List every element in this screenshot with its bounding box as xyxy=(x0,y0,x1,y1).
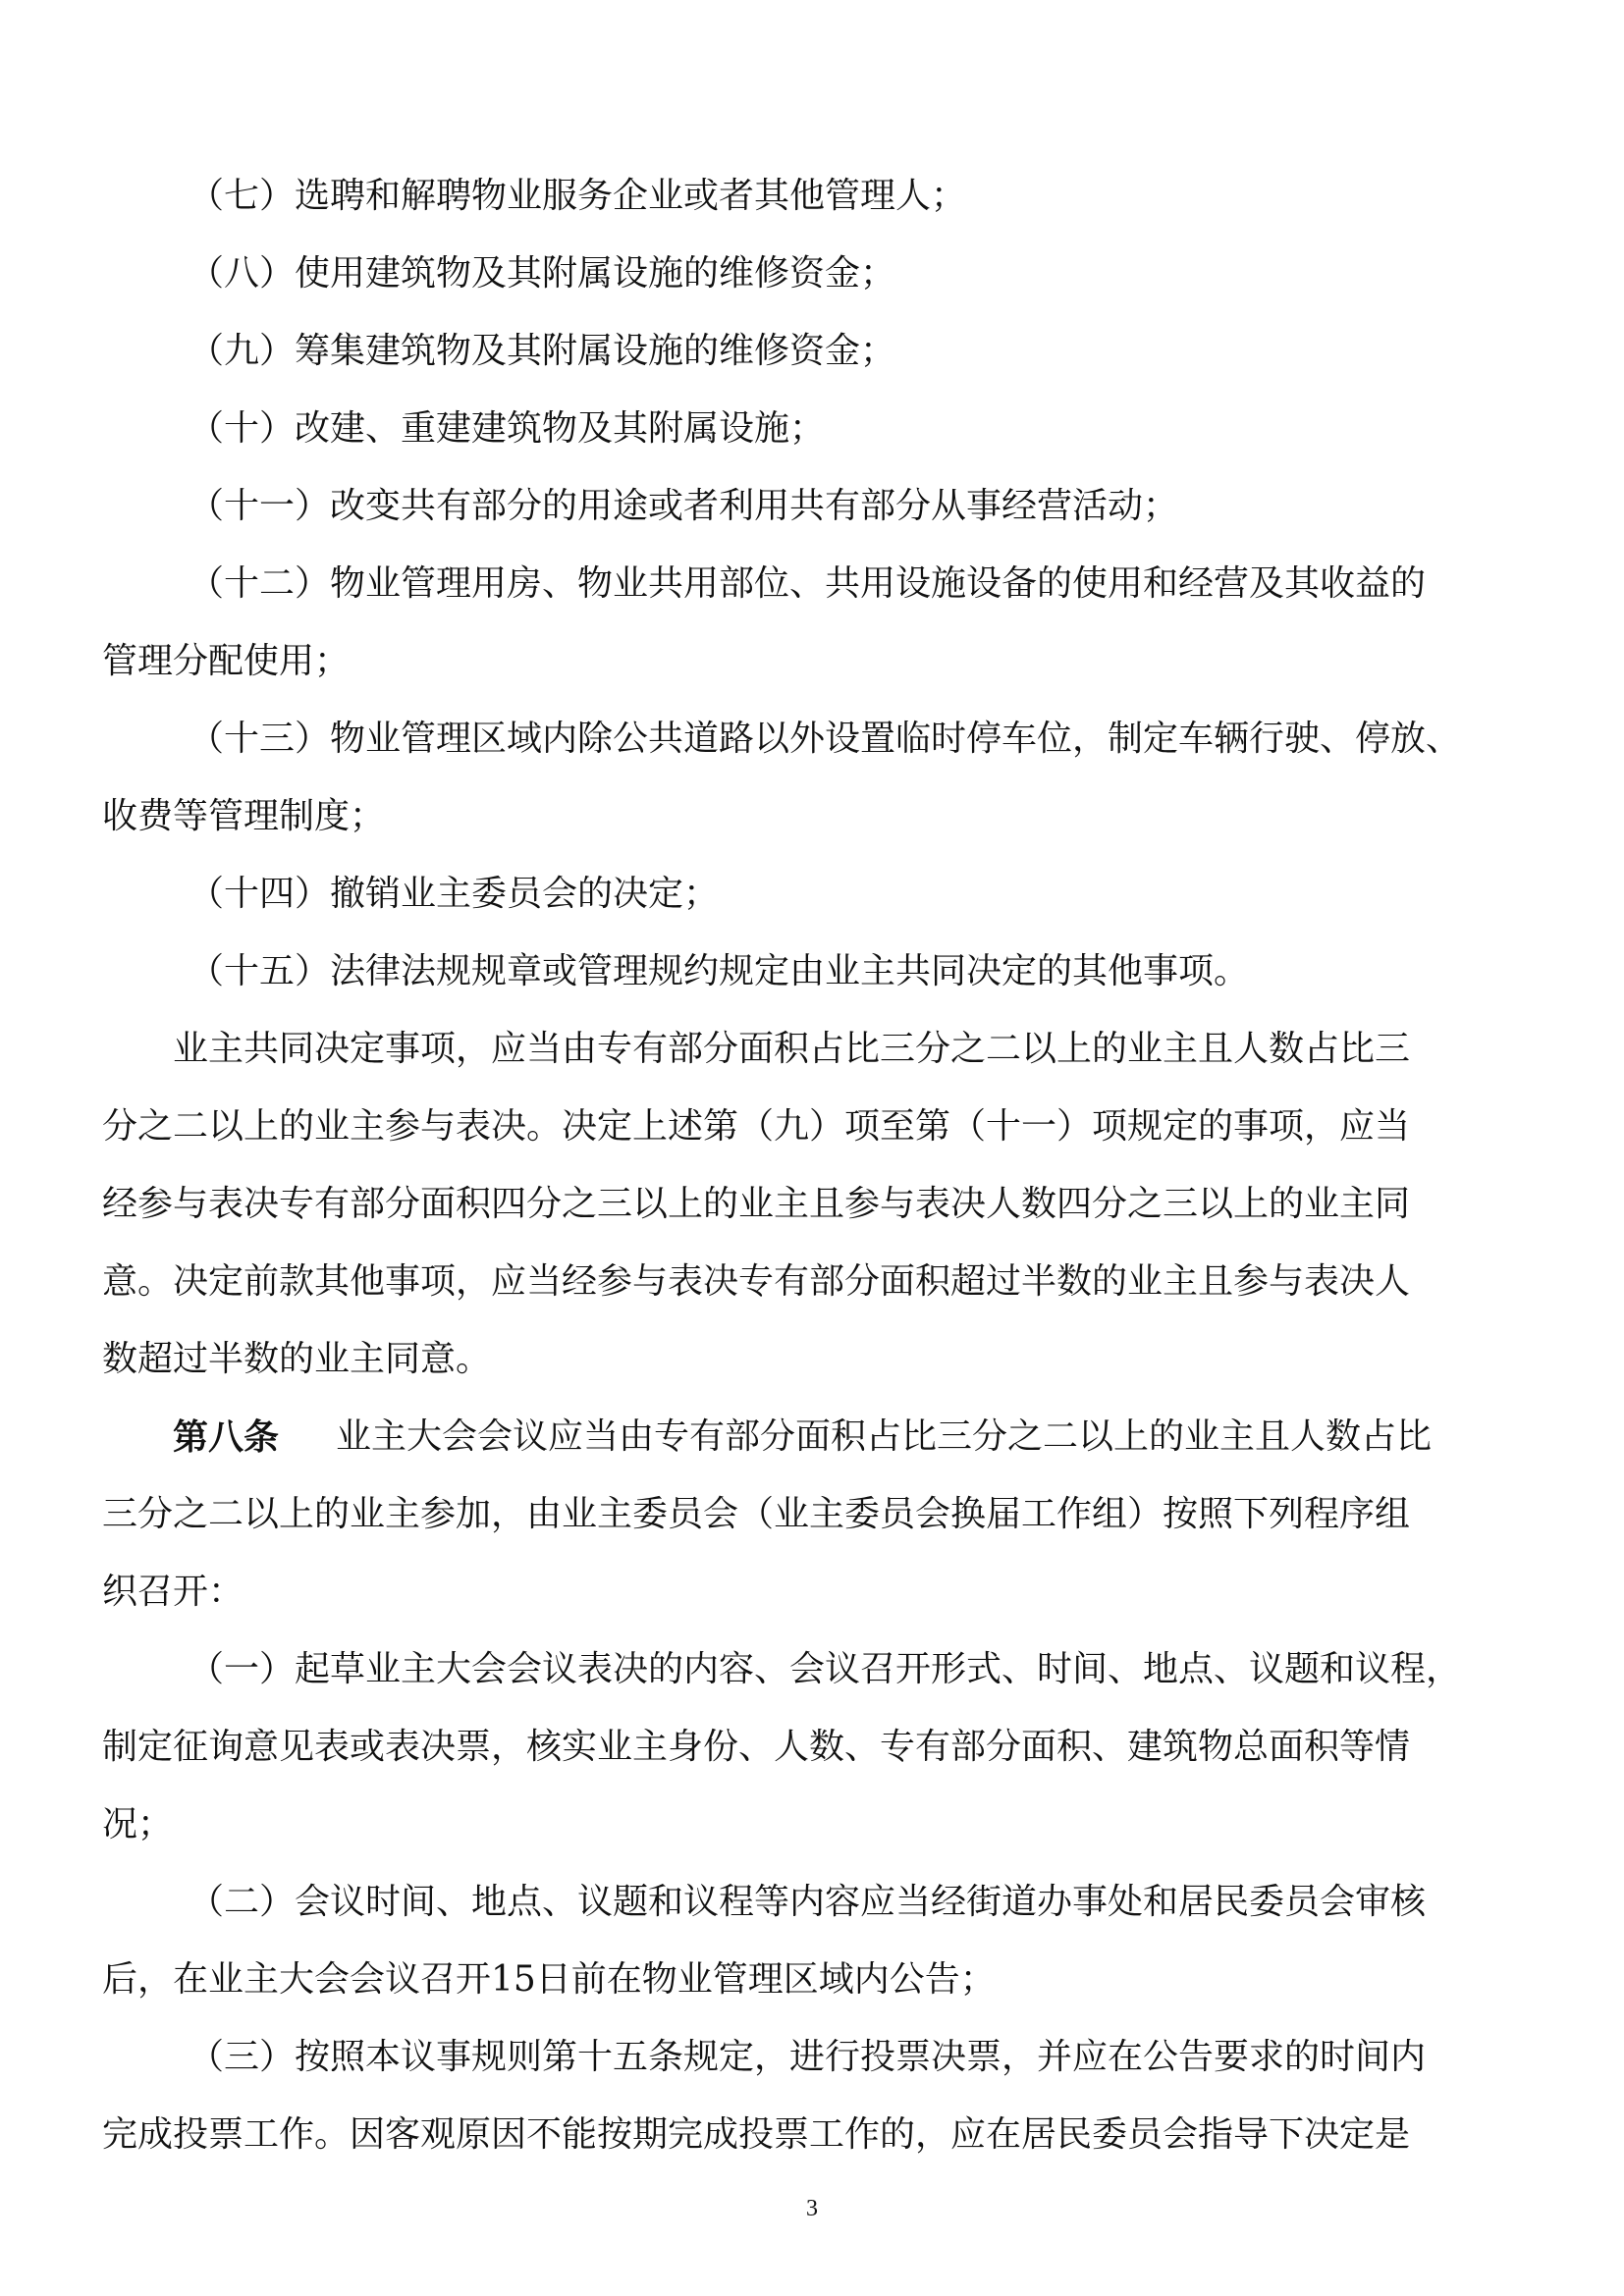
paragraph-line: （十三）物业管理区域内除公共道路以外设置临时停车位，制定车辆行驶、停放、 xyxy=(189,719,1462,759)
paragraph-line: 况； xyxy=(102,1804,174,1844)
paragraph-line: （三）按照本议事规则第十五条规定，进行投票决票，并应在公告要求的时间内 xyxy=(189,2037,1427,2077)
paragraph-line: （二）会议时间、地点、议题和议程等内容应当经街道办事处和居民委员会审核 xyxy=(189,1882,1427,1922)
paragraph-line: （十五）法律法规规章或管理规约规定由业主共同决定的其他事项。 xyxy=(189,951,1250,991)
page-number: 3 xyxy=(806,2196,818,2221)
paragraph-line: 完成投票工作。因客观原因不能按期完成投票工作的，应在居民委员会指导下决定是 xyxy=(102,2114,1411,2155)
paragraph-line: 制定征询意见表或表决票，核实业主身份、人数、专有部分面积、建筑物总面积等情 xyxy=(102,1727,1411,1767)
paragraph-line: 三分之二以上的业主参加，由业主委员会（业主委员会换届工作组）按照下列程序组 xyxy=(102,1494,1411,1534)
paragraph-line: （十）改建、重建建筑物及其附属设施； xyxy=(189,408,826,449)
paragraph-line: 意。决定前款其他事项，应当经参与表决专有部分面积超过半数的业主且参与表决人 xyxy=(102,1261,1411,1302)
paragraph-line: （一）起草业主大会会议表决的内容、会议召开形式、时间、地点、议题和议程， xyxy=(189,1649,1462,1689)
paragraph-line: （七）选聘和解聘物业服务企业或者其他管理人； xyxy=(189,176,967,216)
paragraph-line: 管理分配使用； xyxy=(102,641,351,681)
paragraph-line: 数超过半数的业主同意。 xyxy=(102,1339,492,1379)
paragraph-line: （八）使用建筑物及其附属设施的维修资金； xyxy=(189,253,896,294)
paragraph-line: （九）筹集建筑物及其附属设施的维修资金； xyxy=(189,331,896,371)
article-heading-line: 第八条 业主大会会议应当由专有部分面积占比三分之二以上的业主且人数占比 xyxy=(0,1408,1624,1467)
paragraph-line: 后，在业主大会会议召开15日前在物业管理区域内公告； xyxy=(102,1959,996,2000)
paragraph-line: 业主共同决定事项，应当由专有部分面积占比三分之二以上的业主且人数占比三 xyxy=(173,1029,1411,1069)
paragraph-line: （十一）改变共有部分的用途或者利用共有部分从事经营活动； xyxy=(189,486,1179,526)
paragraph-line: （十四）撤销业主委员会的决定； xyxy=(189,874,720,914)
paragraph-line: 收费等管理制度； xyxy=(102,796,386,836)
paragraph-line: 分之二以上的业主参与表决。决定上述第（九）项至第（十一）项规定的事项，应当 xyxy=(102,1106,1411,1147)
paragraph-line: 经参与表决专有部分面积四分之三以上的业主且参与表决人数四分之三以上的业主同 xyxy=(102,1184,1411,1224)
article-label: 第八条 xyxy=(173,1416,280,1458)
paragraph-line: 织召开： xyxy=(102,1572,244,1612)
paragraph-line: （十二）物业管理用房、物业共用部位、共用设施设备的使用和经营及其收益的 xyxy=(189,563,1427,604)
